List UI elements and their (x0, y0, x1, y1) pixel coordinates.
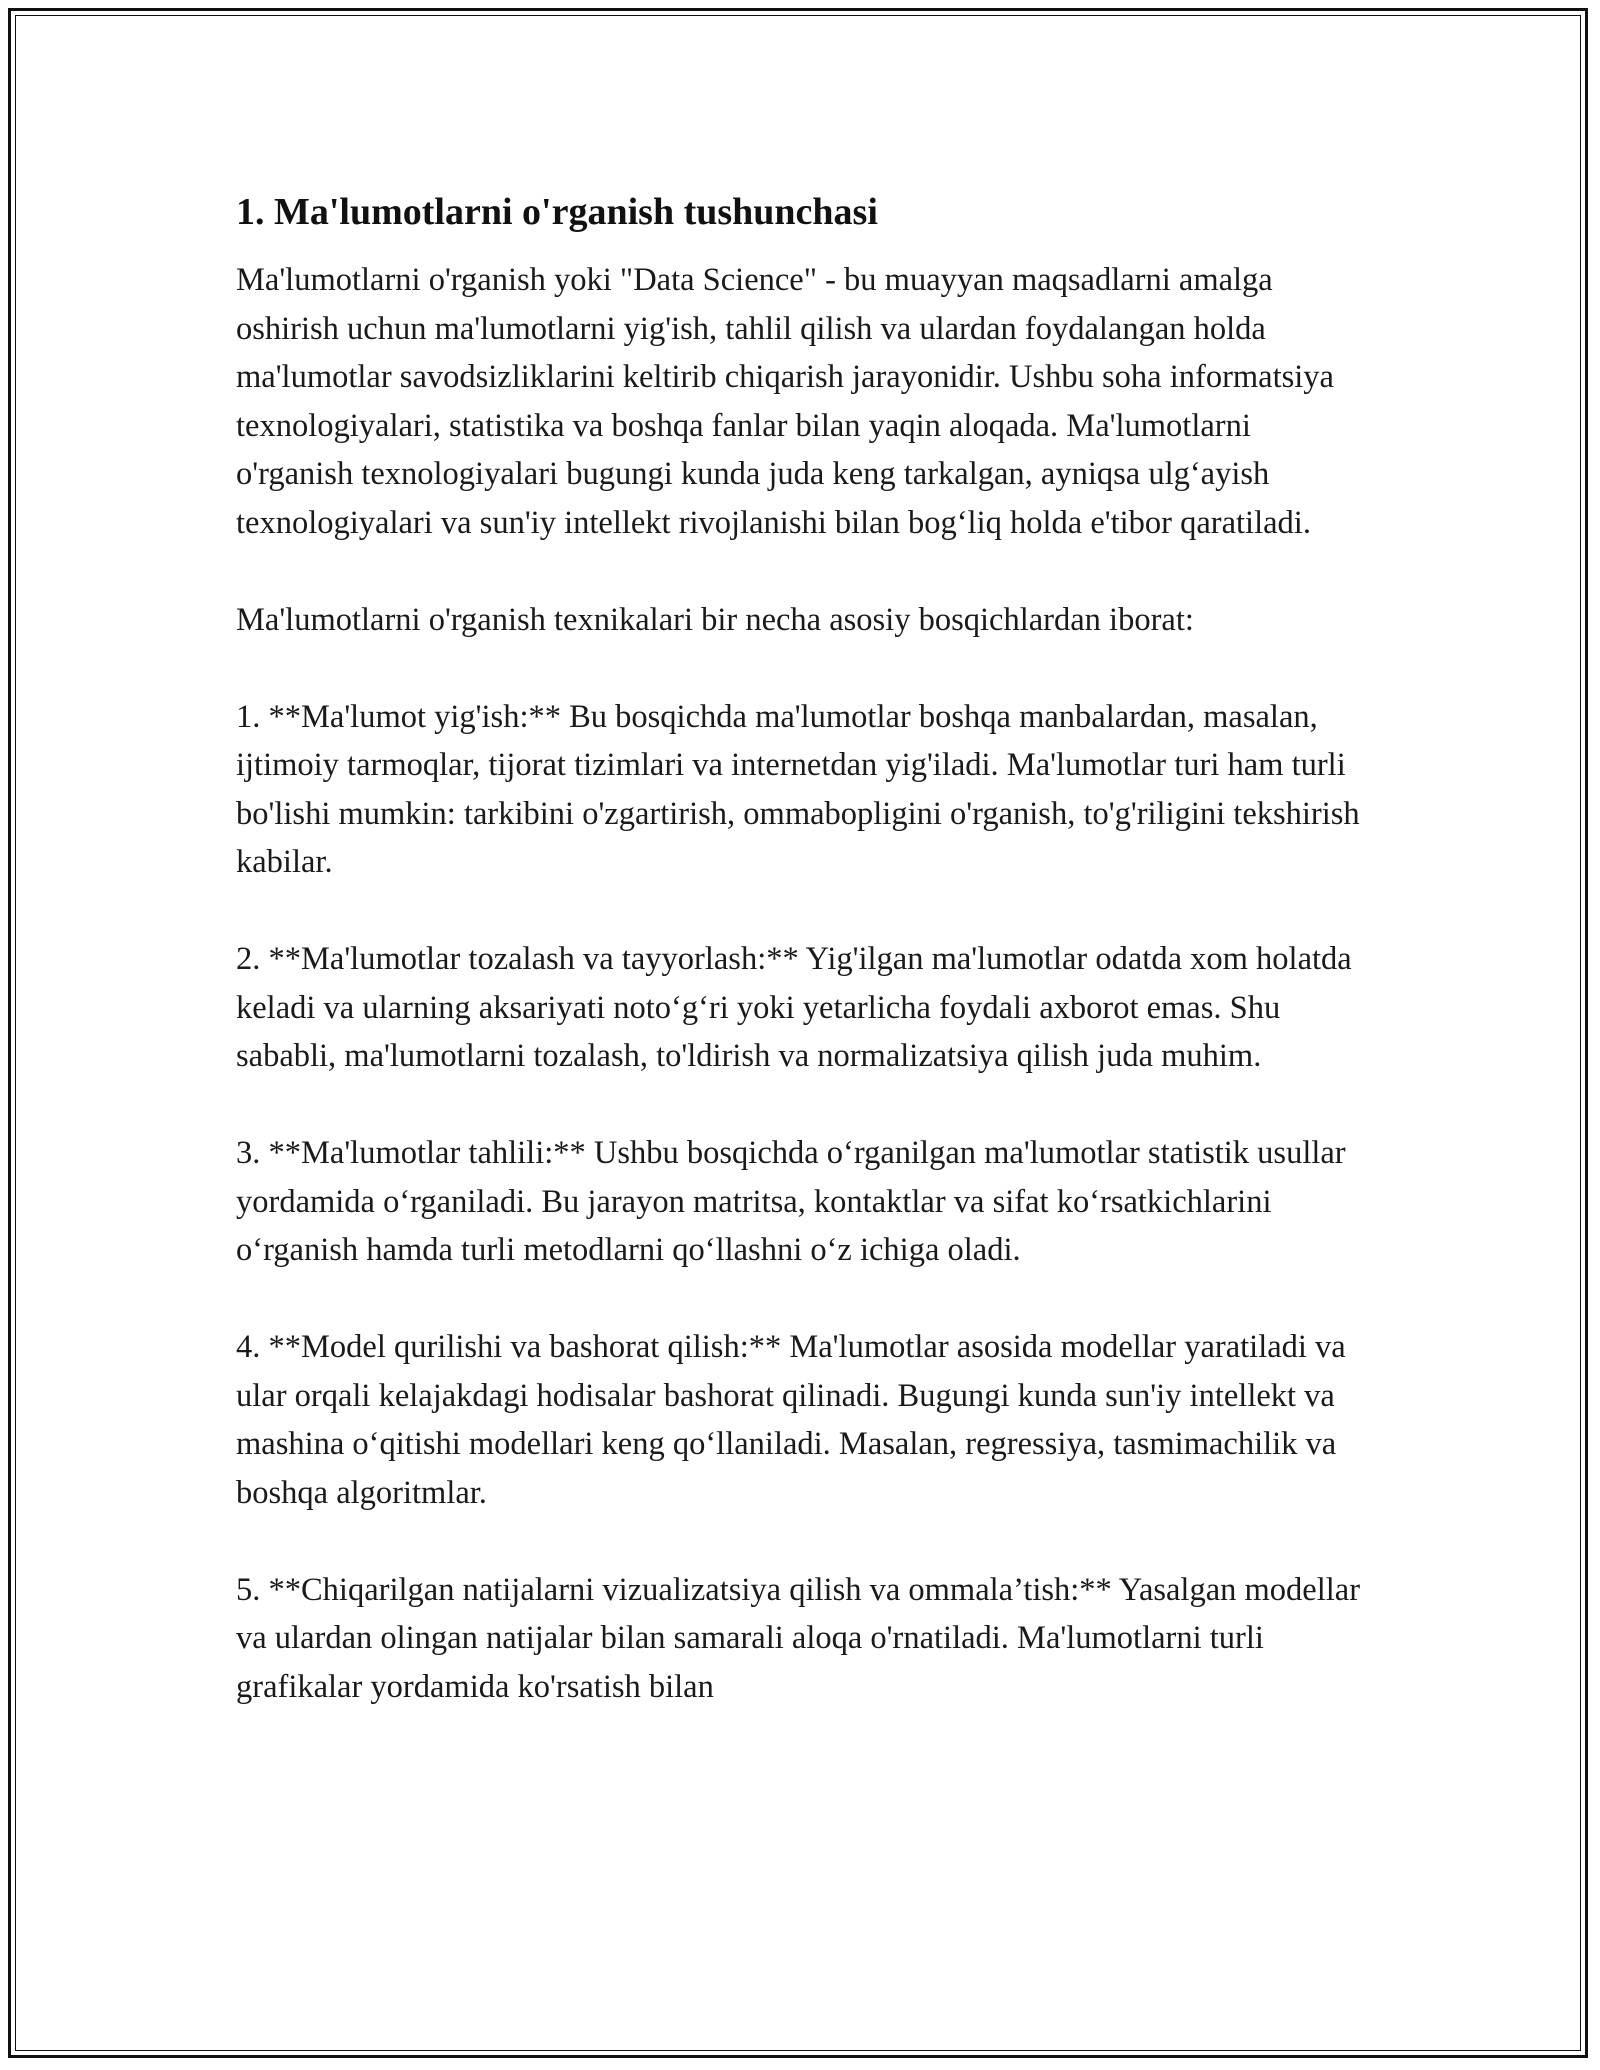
stage-4-paragraph: 4. **Model qurilishi va bashorat qilish:** Ma'lumotlar asosida modellar yaratiladi va ular orqali kelajakdagi hodisalar bashorat qilinadi. Bugungi kunda sun'iy intellekt va mashina o‘qitishi modellari keng qo‘llaniladi. Masalan, regressiya, tasmimachilik va boshqa algoritmlar. (236, 1329, 1346, 1511)
stage-2-paragraph: 2. **Ma'lumotlar tozalash va tayyorlash:** Yig'ilgan ma'lumotlar odatda xom holatda keladi va ularning aksariyati noto‘g‘ri yoki yetarlicha foydali axborot emas. Shu sababli, ma'lumotlarni tozalash, to'ldirish va normalizatsiya qilish juda muhim. (236, 941, 1352, 1074)
document-body (236, 186, 1366, 1711)
stage-1-paragraph: 1. **Ma'lumot yig'ish:** Bu bosqichda ma'lumotlar boshqa manbalardan, masalan, ijtimoiy tarmoqlar, tijorat tizimlari va internetdan yig'iladi. Ma'lumotlar turi ham turli bo'lishi mumkin: tarkibini o'zgartirish, ommabopligini o'rganish, to'g'riligini tekshirish kabilar. (236, 698, 1360, 880)
stage-5-paragraph: 5. **Chiqarilgan natijalarni vizualizatsiya qilish va ommala’tish:** Yasalgan modellar va ulardan olingan natijalar bilan samarali aloqa o'rnatiladi. Ma'lumotlarni turli grafikalar yordamida ko'rsatish bilan (236, 1571, 1361, 1705)
document-title: 1. Ma'lumotlarni o'rganish tushunchasi (236, 191, 878, 233)
stages-intro-paragraph: Ma'lumotlarni o'rganish texnikalari bir necha asosiy bosqichlardan iborat: (236, 601, 1194, 638)
intro-paragraph: Ma'lumotlarni o'rganish yoki "Data Science" - bu muayyan maqsadlarni amalga oshirish uchun ma'lumotlarni yig'ish, tahlil qilish va ulardan foydalangan holda ma'lumotlar savodsizliklarini keltirib chiqarish jarayonidir. Ushbu soha informatsiya texnologiyalari, statistika va boshqa fanlar bilan yaqin aloqada. Ma'lumotlarni o'rganish texnologiyalari bugungi kunda juda keng tarkalgan, ayniqsa ulg‘ayish texnologiyalari va sun'iy intellekt rivojlanishi bilan bog‘liq holda e'tibor qaratiladi. (236, 262, 1334, 541)
stage-3-paragraph: 3. **Ma'lumotlar tahlili:** Ushbu bosqichda o‘rganilgan ma'lumotlar statistik usullar yordamida o‘rganiladi. Bu jarayon matritsa, kontaktlar va sifat ko‘rsatkichlarini o‘rganish hamda turli metodlarni qo‘llashni o‘z ichiga oladi. (236, 1135, 1346, 1268)
